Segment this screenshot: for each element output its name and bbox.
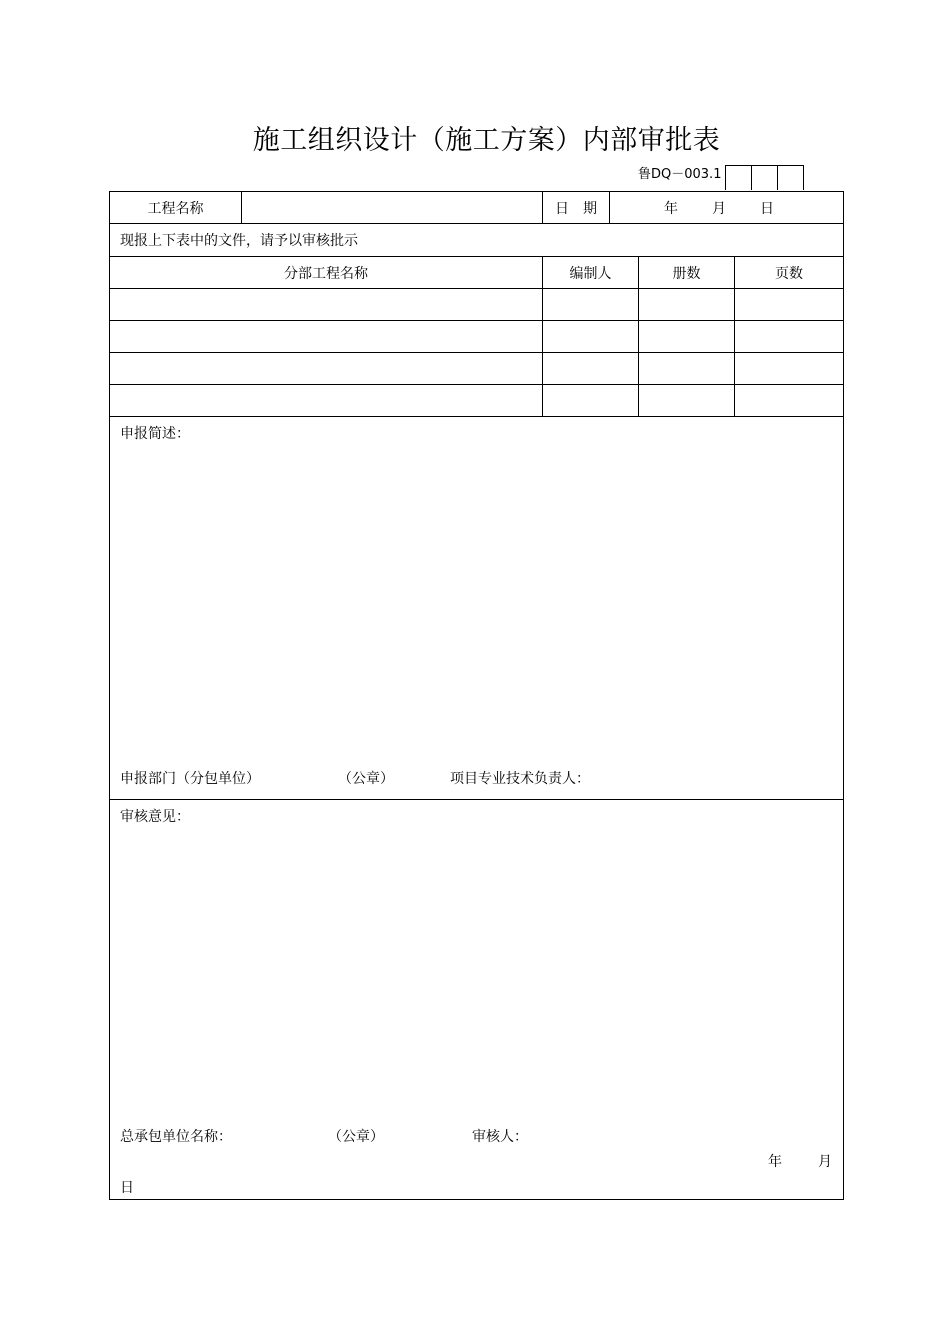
cell-subproject[interactable] bbox=[110, 353, 543, 385]
summary-label: 申报简述： bbox=[120, 426, 190, 442]
date-year: 年 bbox=[664, 200, 678, 217]
project-name-field[interactable] bbox=[242, 192, 543, 224]
date-day: 日 bbox=[760, 200, 774, 217]
report-section[interactable] bbox=[110, 417, 844, 800]
cell-volumes[interactable] bbox=[639, 353, 735, 385]
cell-compiler[interactable] bbox=[543, 353, 639, 385]
opinion-label: 审核意见： bbox=[120, 809, 190, 825]
table-row bbox=[110, 321, 844, 353]
cell-pages[interactable] bbox=[735, 353, 844, 385]
intro-text: 现报上下表中的文件，请予以审核批示 bbox=[110, 224, 844, 257]
cell-volumes[interactable] bbox=[639, 385, 735, 417]
page-title: 施工组织设计（施工方案）内部审批表 bbox=[252, 125, 721, 156]
tech-lead-label: 项目专业技术负责人： bbox=[450, 771, 590, 787]
approval-form bbox=[109, 191, 844, 1200]
review-section[interactable] bbox=[110, 800, 844, 1200]
code-box[interactable] bbox=[751, 165, 778, 190]
cell-subproject[interactable] bbox=[110, 289, 543, 321]
cell-compiler[interactable] bbox=[543, 289, 639, 321]
reviewer-label: 审核人： bbox=[472, 1129, 528, 1145]
col-header-volumes: 册数 bbox=[639, 257, 735, 289]
cell-pages[interactable] bbox=[735, 385, 844, 417]
review-seal: （公章） bbox=[328, 1129, 384, 1145]
contractor-label: 总承包单位名称： bbox=[120, 1129, 232, 1145]
cell-subproject[interactable] bbox=[110, 385, 543, 417]
review-day: 日 bbox=[120, 1180, 134, 1196]
date-month: 月 bbox=[712, 200, 726, 217]
cell-pages[interactable] bbox=[735, 289, 844, 321]
date-label: 日 期 bbox=[543, 192, 610, 224]
report-seal: （公章） bbox=[338, 771, 394, 787]
cell-compiler[interactable] bbox=[543, 321, 639, 353]
cell-subproject[interactable] bbox=[110, 321, 543, 353]
col-header-pages: 页数 bbox=[735, 257, 844, 289]
table-row bbox=[110, 289, 844, 321]
form-code-boxes bbox=[726, 165, 804, 190]
project-name-label: 工程名称 bbox=[110, 192, 242, 224]
code-box[interactable] bbox=[777, 165, 804, 190]
cell-pages[interactable] bbox=[735, 321, 844, 353]
review-month: 月 bbox=[818, 1154, 832, 1170]
form-code: 鲁DQ－003.1 bbox=[638, 167, 722, 182]
table-row bbox=[110, 385, 844, 417]
col-header-compiler: 编制人 bbox=[543, 257, 639, 289]
col-header-subproject: 分部工程名称 bbox=[110, 257, 543, 289]
report-footer bbox=[120, 768, 590, 788]
date-field[interactable] bbox=[610, 192, 844, 224]
cell-compiler[interactable] bbox=[543, 385, 639, 417]
review-footer bbox=[120, 1126, 528, 1146]
cell-volumes[interactable] bbox=[639, 321, 735, 353]
review-year: 年 bbox=[768, 1154, 782, 1170]
review-date bbox=[768, 1151, 832, 1171]
dept-label: 申报部门（分包单位） bbox=[120, 771, 260, 787]
code-box[interactable] bbox=[725, 165, 752, 190]
table-row bbox=[110, 353, 844, 385]
cell-volumes[interactable] bbox=[639, 289, 735, 321]
